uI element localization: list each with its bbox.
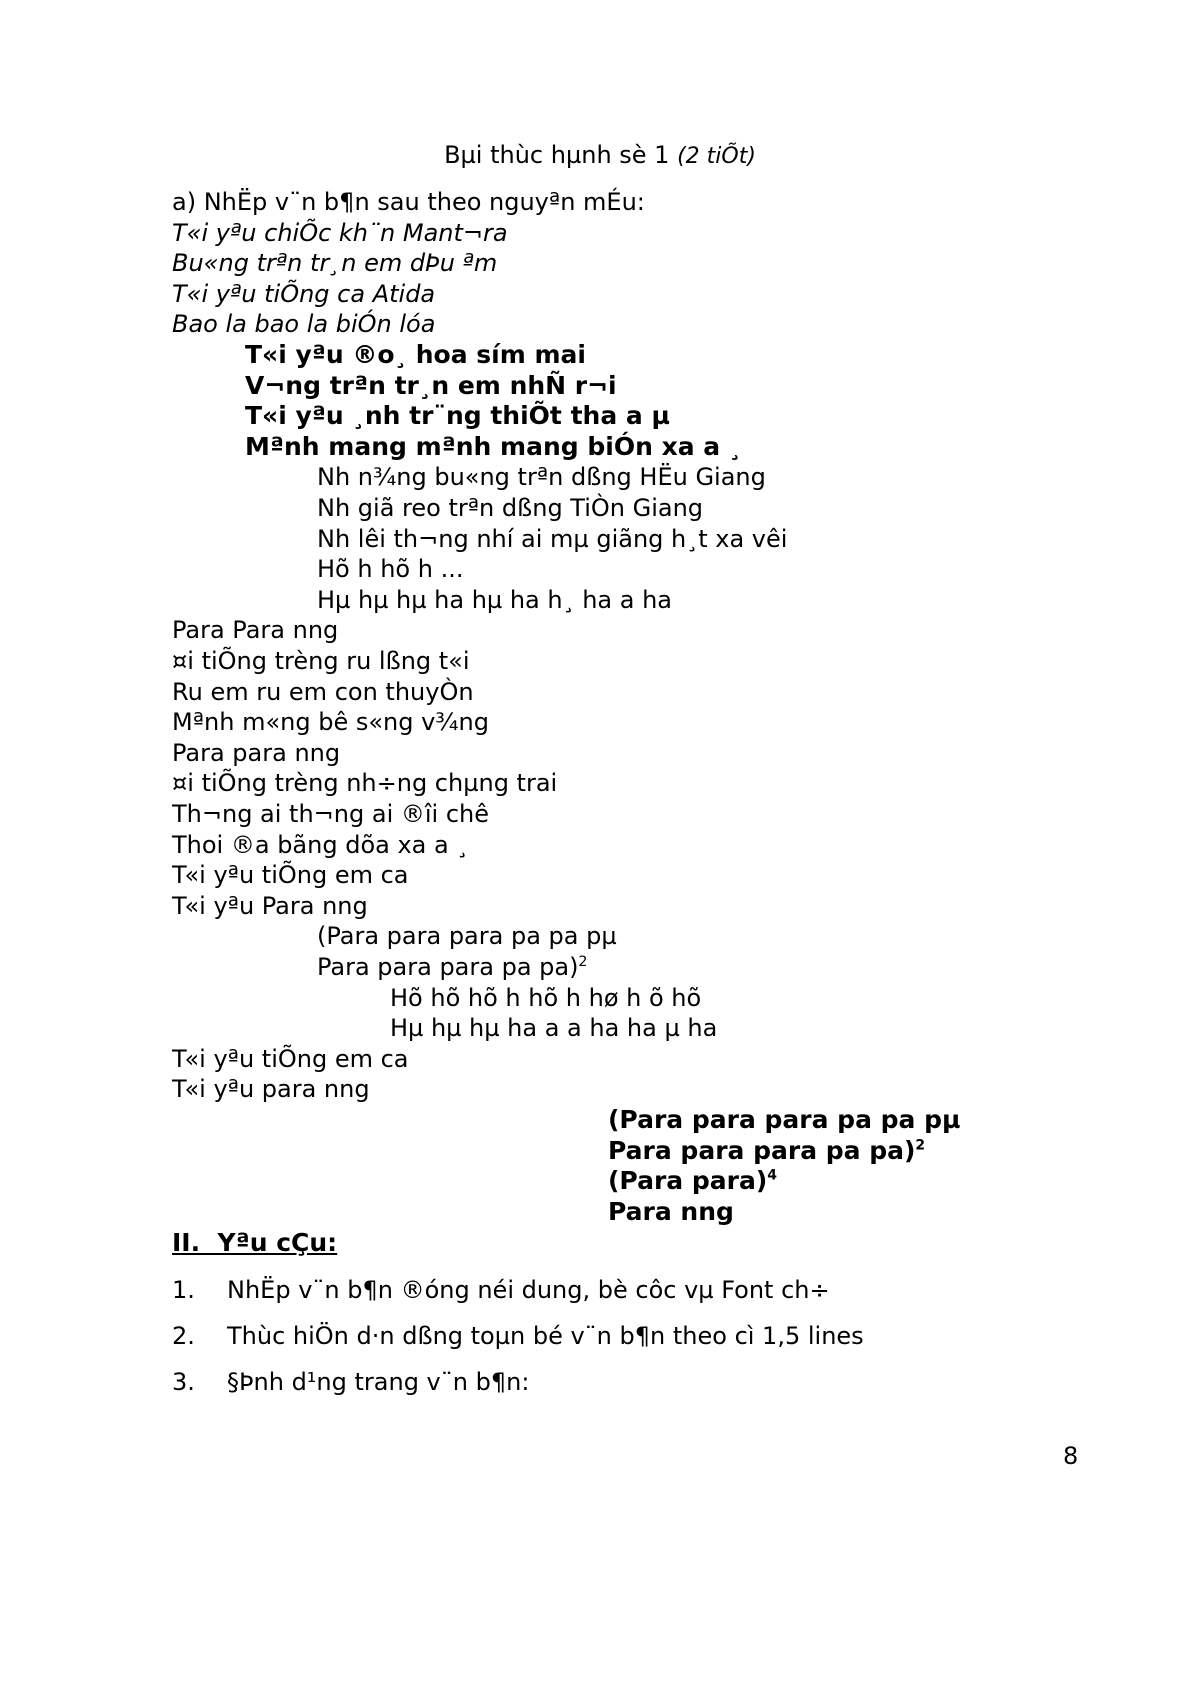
repeat-superscript: 4 [767, 1167, 777, 1184]
refrain-line [317, 952, 587, 982]
verse-line: Th¬ng ai th¬ng ai ®îi chê [172, 800, 490, 828]
verse-line: Para para nng [172, 739, 341, 767]
verse-line: Mªnh m«ng bê s«ng v¾ng [172, 708, 490, 736]
verse-line: Nh giã reo trªn dßng TiÒn Giang [317, 494, 704, 522]
verse-line: T«i yªu chiÕc kh¨n Mant¬ra [172, 219, 508, 247]
verse-line: Hµ hµ hµ ha hµ ha h¸ ha a ha [317, 586, 673, 614]
refrain-line: Hµ hµ hµ ha a a ha ha µ ha [390, 1014, 718, 1042]
repeat-superscript: 2 [915, 1137, 926, 1154]
intro-text: a) NhËp v¨n b¶n sau theo nguyªn mÉu: [172, 188, 645, 216]
verse-line: T«i yªu Para nng [172, 892, 368, 920]
verse-line: Bao la bao la biÓn lóa [172, 310, 436, 338]
refrain-line [608, 1166, 777, 1196]
list-number: 1. [172, 1276, 195, 1304]
verse-line: T«i yªu tiÕng em ca [172, 861, 409, 889]
verse-line: Hõ h hõ h ... [317, 555, 464, 583]
verse-line: V¬ng trªn tr¸n em nhÑ r¬i [245, 371, 617, 400]
refrain-line [608, 1136, 925, 1166]
page-number: 8 [1063, 1442, 1079, 1470]
list-number: 2. [172, 1322, 195, 1350]
title-note: (2 tiÕt) [677, 144, 756, 169]
verse-line: Para Para nng [172, 616, 339, 644]
refrain-line: Para nng [608, 1197, 734, 1226]
section-heading: II. Yªu cÇu: [172, 1228, 338, 1257]
refrain-text: Para para para pa pa) [608, 1136, 916, 1165]
verse-line: ¤i tiÕng trèng nh÷ng chµng trai [172, 769, 558, 797]
repeat-superscript: 2 [578, 954, 588, 970]
verse-line: T«i yªu ®o¸ hoa sím mai [245, 340, 586, 369]
verse-line: ¤i tiÕng trèng ru lßng t«i [172, 647, 470, 675]
refrain-text: Para para para pa pa) [317, 953, 579, 981]
refrain-text: (Para para) [608, 1166, 768, 1195]
refrain-line: (Para para para pa pa pµ [608, 1105, 961, 1134]
list-item: Thùc hiÖn d·n dßng toµn bé v¨n b¶n theo cì 1,5 lines [227, 1322, 864, 1350]
verse-line: Ru em ru em con thuyÒn [172, 678, 474, 706]
verse-line: Bu«ng trªn tr¸n em dÞu ªm [172, 249, 498, 277]
page-title [0, 140, 1200, 172]
list-item: §Þnh d¹ng trang v¨n b¶n: [227, 1368, 530, 1396]
verse-line: Thoi ®a bãng dõa xa a ¸ [172, 831, 469, 859]
verse-line: Nh n¾ng bu«ng trªn dßng HËu Giang [317, 463, 766, 491]
verse-line: T«i yªu tiÕng ca Atida [172, 280, 436, 308]
title-text: Bµi thùc hµnh sè 1 [444, 141, 678, 169]
verse-line: T«i yªu para nng [172, 1075, 370, 1103]
verse-line: T«i yªu tiÕng em ca [172, 1045, 409, 1073]
verse-line: T«i yªu ¸nh tr¨ng thiÕt tha a µ [245, 401, 670, 430]
list-number: 3. [172, 1368, 195, 1396]
refrain-line: Hõ hõ hõ h hõ h hø h õ hõ [390, 984, 702, 1012]
verse-line: Nh lêi th¬ng nhí ai mµ giãng h¸t xa vêi [317, 525, 788, 553]
refrain-line: (Para para para pa pa pµ [317, 922, 617, 950]
verse-line: Mªnh mang mªnh mang biÓn xa a ¸ [245, 432, 742, 461]
list-item: NhËp v¨n b¶n ®óng néi dung, bè côc vµ Font ch÷ [227, 1276, 830, 1304]
